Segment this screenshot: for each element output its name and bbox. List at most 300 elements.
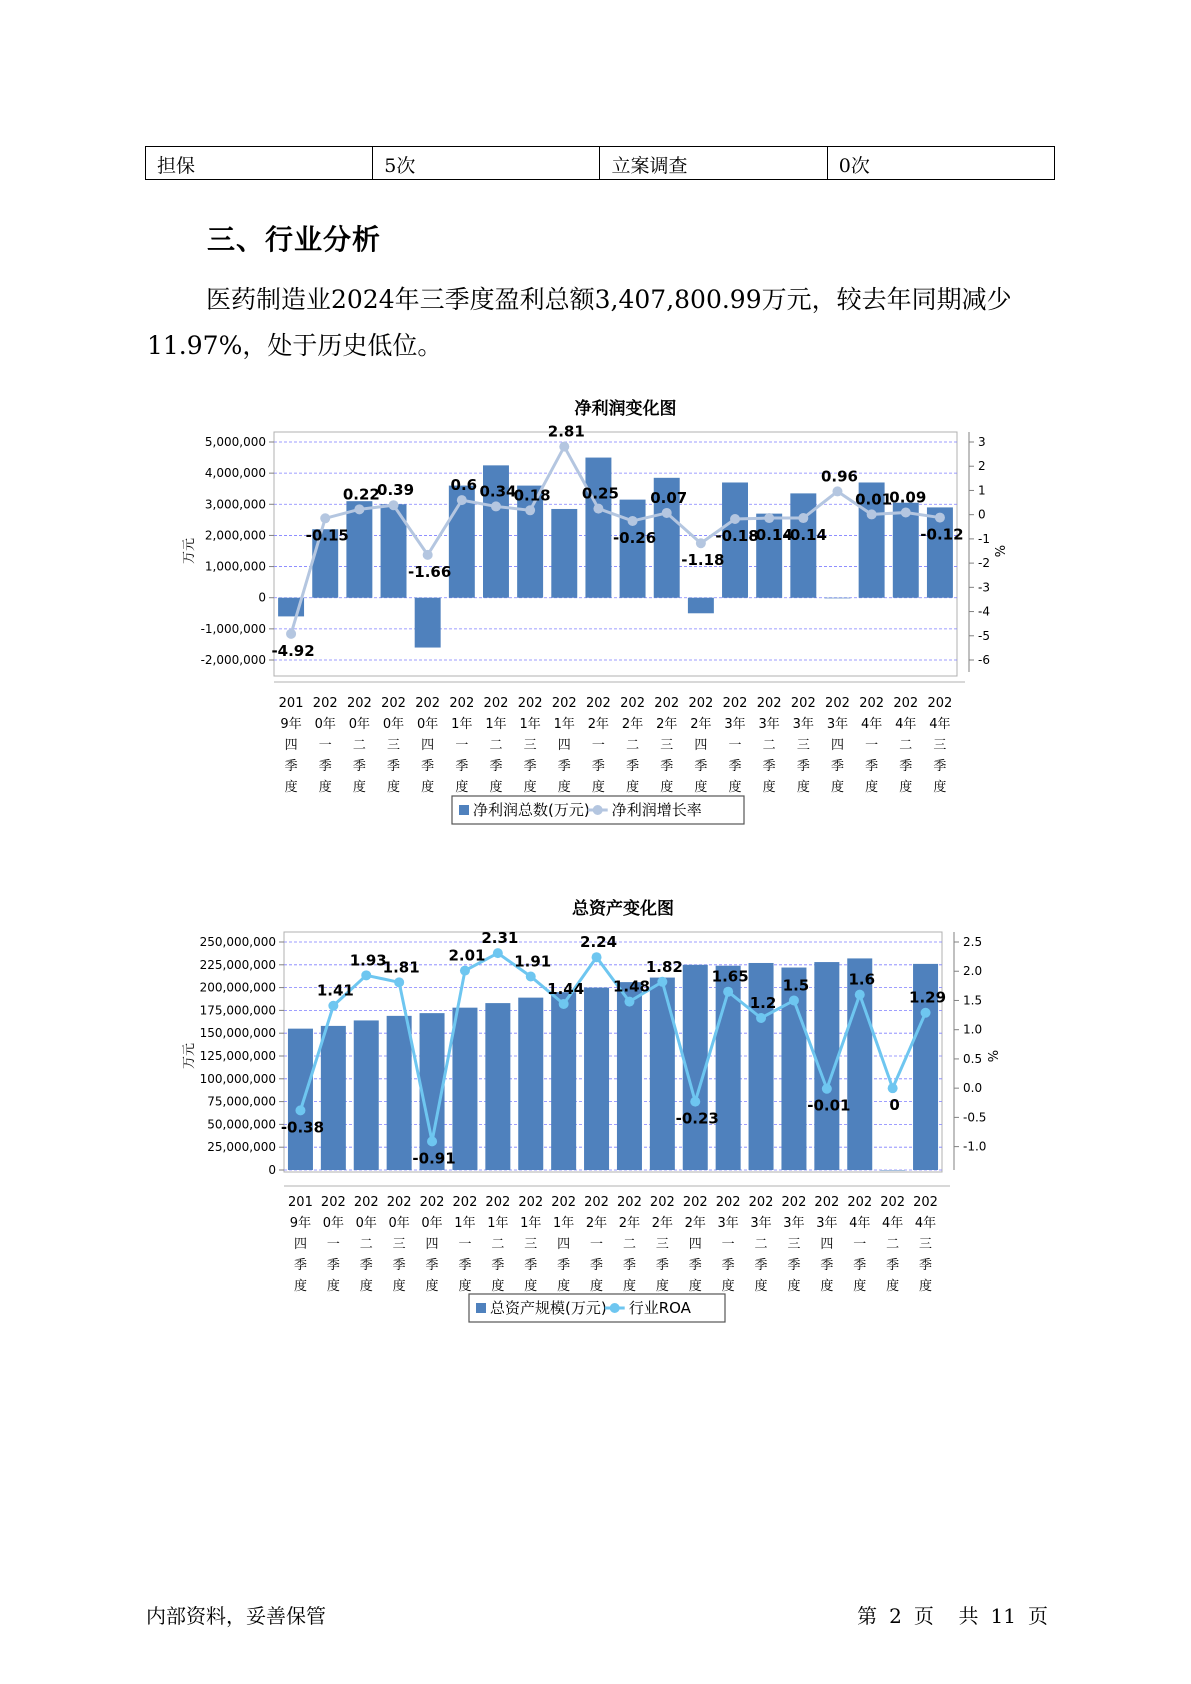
x-tick-label-part: 202 bbox=[586, 696, 611, 711]
data-label: -0.26 bbox=[612, 528, 657, 547]
x-tick-label-part: 四 bbox=[293, 1237, 307, 1252]
x-tick-label-part: 二 bbox=[622, 1237, 636, 1252]
x-tick-label-part: 季 bbox=[853, 1258, 867, 1273]
x-tick-label-part: 202 bbox=[654, 696, 680, 711]
x-tick-label bbox=[654, 696, 679, 795]
x-tick-label bbox=[586, 696, 611, 795]
y2-axis-label: % bbox=[987, 1049, 1002, 1063]
page-number: 2 bbox=[889, 1604, 902, 1628]
x-tick-label bbox=[381, 696, 406, 795]
data-label: 1.82 bbox=[645, 957, 683, 976]
y-tick-label: 0 bbox=[268, 1163, 276, 1177]
legend-swatch-bar bbox=[459, 805, 469, 815]
footer-note: 内部资料，妥善保管 bbox=[146, 1604, 326, 1628]
x-tick-label-part: 202 bbox=[551, 696, 577, 711]
x-tick-label-part: 202 bbox=[649, 1195, 675, 1210]
data-label: 1.41 bbox=[316, 981, 354, 1000]
x-tick-label-part: 度 bbox=[392, 1279, 406, 1294]
data-label: 0.22 bbox=[342, 485, 380, 504]
table-cell: 5次 bbox=[373, 147, 600, 180]
x-tick-label-part: 度 bbox=[557, 780, 571, 795]
y2-tick-label: -3 bbox=[978, 580, 990, 595]
x-tick-label bbox=[650, 1195, 675, 1294]
line-point bbox=[730, 514, 740, 524]
bar bbox=[880, 1170, 905, 1171]
x-tick-label-part: 202 bbox=[485, 1195, 511, 1210]
bar bbox=[790, 493, 816, 597]
line-point bbox=[867, 509, 877, 519]
x-tick-label-part: 202 bbox=[893, 696, 919, 711]
line-point bbox=[756, 1013, 766, 1023]
y2-tick-label: -1.0 bbox=[963, 1139, 987, 1154]
line-point bbox=[460, 966, 470, 976]
x-tick-label-part: 度 bbox=[326, 1279, 340, 1294]
x-tick-label-part: 度 bbox=[787, 1279, 801, 1294]
line-point bbox=[525, 505, 535, 515]
x-tick-label-part: 202 bbox=[517, 696, 543, 711]
x-tick-label-part: 度 bbox=[899, 780, 913, 795]
x-tick-label-part: 0年 bbox=[388, 1216, 410, 1231]
x-tick-label-part: 202 bbox=[415, 696, 441, 711]
x-tick-label-part: 度 bbox=[688, 1279, 702, 1294]
x-tick-label-part: 度 bbox=[557, 1279, 571, 1294]
x-tick-label-part: 度 bbox=[626, 780, 640, 795]
x-tick-label-part: 季 bbox=[318, 759, 332, 774]
x-tick-label-part: 度 bbox=[762, 780, 776, 795]
x-tick-label bbox=[782, 1195, 807, 1294]
x-tick-label-part: 度 bbox=[491, 1279, 505, 1294]
x-tick-label-part: 四 bbox=[425, 1237, 439, 1252]
line-point bbox=[628, 516, 638, 526]
y2-tick-label: 2.0 bbox=[963, 964, 983, 979]
x-tick-label-part: 2年 bbox=[690, 717, 712, 732]
x-tick-label-part: 四 bbox=[284, 738, 298, 753]
x-tick-label-part: 202 bbox=[756, 696, 782, 711]
x-tick-label bbox=[584, 1195, 609, 1294]
x-tick-label-part: 202 bbox=[419, 1195, 445, 1210]
x-tick-label bbox=[288, 1195, 313, 1294]
x-tick-label-part: 度 bbox=[524, 1279, 538, 1294]
x-tick-label-part: 1年 bbox=[454, 1216, 476, 1231]
table-cell: 立案调查 bbox=[600, 147, 827, 180]
x-tick-label-part: 2年 bbox=[651, 1216, 673, 1231]
total-assets-chart bbox=[0, 892, 1191, 1342]
page-indicator bbox=[851, 1600, 1054, 1629]
x-tick-label-part: 四 bbox=[688, 1237, 702, 1252]
data-label: 0.18 bbox=[513, 486, 551, 505]
data-label: 0.01 bbox=[855, 490, 893, 509]
y-tick-label: -2,000,000 bbox=[200, 653, 266, 667]
x-tick-label-part: 季 bbox=[491, 1258, 505, 1273]
x-tick-label-part: 二 bbox=[352, 738, 366, 753]
y-tick-label: 1,000,000 bbox=[204, 559, 266, 574]
data-label: -0.14 bbox=[749, 526, 793, 545]
x-tick-label-part: 季 bbox=[754, 1258, 768, 1273]
y2-tick-label: -1 bbox=[978, 531, 990, 546]
x-tick-label-part: 202 bbox=[927, 696, 953, 711]
x-tick-label-part: 2年 bbox=[618, 1216, 641, 1231]
x-tick-label-part: 季 bbox=[359, 1258, 373, 1273]
x-tick-label-part: 度 bbox=[853, 1279, 867, 1294]
legend-label-line: 行业ROA bbox=[628, 1299, 691, 1317]
x-tick-label-part: 季 bbox=[865, 759, 879, 774]
data-label: 0.09 bbox=[889, 488, 927, 507]
x-tick-label-part: 0年 bbox=[382, 717, 405, 732]
data-label: 1.81 bbox=[382, 958, 420, 977]
x-tick-label-part: 3年 bbox=[816, 1216, 838, 1231]
x-tick-label-part: 202 bbox=[320, 1195, 346, 1210]
x-tick-label-part: 3年 bbox=[750, 1216, 772, 1231]
line-point bbox=[690, 1097, 700, 1107]
x-tick-label-part: 4年 bbox=[895, 717, 917, 732]
x-tick-label-part: 季 bbox=[425, 1258, 439, 1273]
x-tick-label-part: 二 bbox=[626, 738, 640, 753]
x-tick-label-part: 三 bbox=[933, 738, 947, 753]
legend bbox=[469, 1294, 725, 1322]
x-tick-label-part: 4年 bbox=[860, 717, 883, 732]
x-tick-label-part: 2年 bbox=[684, 1216, 706, 1231]
page-prefix: 第 bbox=[857, 1604, 878, 1628]
x-tick-label bbox=[791, 696, 816, 795]
x-tick-label-part: 一 bbox=[853, 1237, 867, 1252]
y2-tick-label: 0.5 bbox=[963, 1051, 983, 1066]
x-tick-label-part: 度 bbox=[421, 780, 435, 795]
x-tick-label-part: 季 bbox=[557, 1258, 571, 1273]
x-tick-label-part: 9年 bbox=[289, 1216, 312, 1231]
x-tick-label-part: 度 bbox=[489, 780, 503, 795]
x-tick-label bbox=[453, 1195, 478, 1294]
x-tick-label-part: 度 bbox=[590, 1279, 604, 1294]
x-tick-label-part: 度 bbox=[919, 1279, 933, 1294]
x-tick-label-part: 4年 bbox=[929, 717, 951, 732]
x-tick-label-part: 季 bbox=[523, 759, 537, 774]
x-tick-label-part: 1年 bbox=[519, 717, 541, 732]
x-tick-label bbox=[518, 1195, 543, 1294]
x-tick-label-part: 二 bbox=[899, 738, 913, 753]
y2-tick-label: 3 bbox=[978, 435, 986, 449]
section-title: 三、行业分析 bbox=[207, 223, 382, 256]
data-label: -0.15 bbox=[305, 526, 349, 545]
x-tick-label bbox=[825, 696, 850, 795]
data-label: -1.66 bbox=[408, 562, 452, 581]
x-tick-label-part: 季 bbox=[284, 759, 298, 774]
data-label: 0.96 bbox=[820, 467, 858, 486]
x-tick-label-part: 度 bbox=[293, 1279, 307, 1294]
x-tick-label-part: 度 bbox=[865, 780, 879, 795]
x-tick-label-part: 季 bbox=[626, 759, 640, 774]
x-tick-label-part: 202 bbox=[748, 1195, 774, 1210]
table-cell: 担保 bbox=[146, 147, 373, 180]
x-tick-label bbox=[485, 1195, 510, 1294]
x-tick-label bbox=[415, 696, 440, 795]
data-label: 0 bbox=[889, 1096, 900, 1115]
y-tick-label: -1,000,000 bbox=[200, 621, 266, 636]
x-tick-label-part: 202 bbox=[682, 1195, 708, 1210]
data-label: 2.81 bbox=[547, 422, 585, 441]
x-tick-label bbox=[354, 1195, 379, 1294]
line-point bbox=[457, 495, 467, 505]
chart-title: 净利润变化图 bbox=[574, 399, 677, 419]
x-tick-label-part: 度 bbox=[318, 780, 332, 795]
y2-tick-label: 0.0 bbox=[963, 1081, 983, 1096]
x-tick-label bbox=[893, 696, 918, 795]
x-tick-label-part: 202 bbox=[814, 1195, 840, 1210]
data-label: -0.01 bbox=[807, 1096, 851, 1115]
line-point bbox=[354, 504, 364, 514]
line-point bbox=[855, 990, 865, 1000]
x-tick-label-part: 1年 bbox=[451, 717, 473, 732]
x-tick-label-part: 季 bbox=[796, 759, 810, 774]
x-tick-label-part: 度 bbox=[284, 780, 298, 795]
bar bbox=[551, 509, 577, 598]
x-tick-label-part: 季 bbox=[458, 1258, 472, 1273]
y2-tick-label: 1.0 bbox=[963, 1022, 983, 1037]
x-tick-label-part: 季 bbox=[591, 759, 605, 774]
x-tick-label-part: 201 bbox=[288, 1195, 313, 1210]
x-tick-label-part: 度 bbox=[721, 1279, 735, 1294]
x-tick-label bbox=[716, 1195, 741, 1294]
info-table bbox=[145, 146, 1055, 180]
data-label: -0.14 bbox=[783, 526, 827, 545]
line-point bbox=[832, 486, 842, 496]
x-tick-label-part: 三 bbox=[655, 1237, 669, 1252]
legend-label-bar: 总资产规模(万元) bbox=[490, 1299, 607, 1317]
x-tick-label-part: 季 bbox=[688, 1258, 702, 1273]
x-tick-label-part: 202 bbox=[913, 1195, 938, 1210]
x-tick-label-part: 202 bbox=[790, 696, 816, 711]
total-pages: 11 bbox=[990, 1604, 1016, 1628]
x-tick-label-part: 二 bbox=[489, 738, 503, 753]
line-point bbox=[798, 513, 808, 523]
data-label: 0.07 bbox=[650, 488, 688, 507]
x-tick-label bbox=[620, 696, 645, 795]
x-tick-label-part: 3年 bbox=[758, 717, 780, 732]
x-tick-label-part: 季 bbox=[387, 759, 401, 774]
y-tick-label: 75,000,000 bbox=[207, 1094, 276, 1109]
x-tick-label-part: 202 bbox=[715, 1195, 741, 1210]
data-label: 2.01 bbox=[448, 946, 486, 965]
y-tick-label: 200,000,000 bbox=[199, 980, 276, 995]
x-tick-label bbox=[420, 1195, 445, 1294]
y2-tick-label: 2 bbox=[978, 459, 986, 474]
x-tick-label-part: 三 bbox=[392, 1237, 406, 1252]
x-tick-label-part: 4年 bbox=[882, 1216, 904, 1231]
legend bbox=[452, 796, 744, 824]
x-tick-label-part: 二 bbox=[754, 1237, 768, 1252]
bar bbox=[617, 982, 642, 1170]
bar bbox=[415, 598, 441, 648]
x-tick-label-part: 2年 bbox=[656, 717, 678, 732]
y-tick-label: 150,000,000 bbox=[199, 1026, 276, 1041]
y2-tick-label: 1.5 bbox=[963, 993, 983, 1008]
total-prefix: 共 bbox=[958, 1604, 979, 1628]
x-tick-label bbox=[518, 696, 543, 795]
data-label: -4.92 bbox=[271, 641, 315, 660]
line-point bbox=[901, 507, 911, 517]
legend-label-line: 净利润增长率 bbox=[611, 801, 702, 819]
y2-axis-label: % bbox=[994, 544, 1009, 558]
y-tick-label: 2,000,000 bbox=[204, 528, 266, 543]
x-tick-label-part: 度 bbox=[387, 780, 401, 795]
x-tick-label-part: 1年 bbox=[553, 1216, 575, 1231]
bar bbox=[688, 598, 714, 614]
x-tick-label bbox=[847, 1195, 872, 1294]
x-tick-label-part: 3年 bbox=[792, 717, 814, 732]
x-tick-label-part: 1年 bbox=[553, 717, 575, 732]
x-tick-label-part: 度 bbox=[622, 1279, 636, 1294]
x-tick-label-part: 三 bbox=[524, 1237, 538, 1252]
x-tick-label-part: 三 bbox=[387, 738, 401, 753]
y2-tick-label: -0.5 bbox=[963, 1110, 987, 1125]
data-label: 1.65 bbox=[711, 967, 749, 986]
x-tick-label-part: 季 bbox=[293, 1258, 307, 1273]
x-tick-label-part: 一 bbox=[326, 1237, 340, 1252]
legend-swatch-bar bbox=[476, 1303, 486, 1313]
x-tick-label-part: 二 bbox=[762, 738, 776, 753]
x-tick-label-part: 1年 bbox=[487, 1216, 509, 1231]
x-tick-label-part: 二 bbox=[359, 1237, 373, 1252]
x-tick-label-part: 季 bbox=[886, 1258, 900, 1273]
line-point bbox=[592, 952, 602, 962]
y-tick-label: 25,000,000 bbox=[207, 1140, 276, 1155]
bar bbox=[346, 501, 372, 598]
line-point bbox=[662, 508, 672, 518]
y-tick-label: 5,000,000 bbox=[204, 435, 266, 449]
line-point bbox=[328, 1001, 338, 1011]
data-label: 1.2 bbox=[749, 994, 777, 1012]
x-tick-label-part: 度 bbox=[830, 780, 844, 795]
y-axis-label: 万元 bbox=[182, 537, 197, 565]
x-tick-label bbox=[551, 1195, 576, 1294]
line-point bbox=[389, 500, 399, 510]
bar bbox=[518, 998, 543, 1170]
x-tick-label-part: 度 bbox=[754, 1279, 768, 1294]
x-tick-label-part: 度 bbox=[886, 1279, 900, 1294]
y-tick-label: 250,000,000 bbox=[199, 935, 276, 949]
line-point bbox=[764, 513, 774, 523]
x-tick-label bbox=[859, 696, 884, 795]
x-tick-label-part: 一 bbox=[728, 738, 742, 753]
x-tick-label-part: 4年 bbox=[914, 1216, 937, 1231]
line-point bbox=[559, 442, 569, 452]
x-tick-label-part: 度 bbox=[458, 1279, 472, 1294]
x-tick-label-part: 9年 bbox=[280, 717, 302, 732]
x-tick-label-part: 季 bbox=[455, 759, 469, 774]
x-tick-label-part: 202 bbox=[386, 1195, 412, 1210]
x-tick-label-part: 202 bbox=[880, 1195, 906, 1210]
x-tick-label-part: 季 bbox=[660, 759, 674, 774]
x-tick-label-part: 202 bbox=[620, 696, 645, 711]
x-tick-label-part: 一 bbox=[318, 738, 332, 753]
data-label: -1.18 bbox=[681, 551, 725, 570]
line-point bbox=[295, 1105, 305, 1115]
data-label: -0.38 bbox=[280, 1118, 325, 1137]
data-label: 1.91 bbox=[514, 952, 552, 971]
x-tick-label-part: 4年 bbox=[849, 1216, 871, 1231]
x-tick-label-part: 2年 bbox=[585, 1216, 608, 1231]
x-tick-label-part: 202 bbox=[825, 696, 850, 711]
table-cell: 0次 bbox=[827, 147, 1054, 180]
x-tick-label-part: 季 bbox=[622, 1258, 636, 1273]
x-tick-label-part: 四 bbox=[557, 1237, 571, 1252]
x-tick-label-part: 0年 bbox=[417, 717, 439, 732]
x-tick-label-part: 季 bbox=[421, 759, 435, 774]
line-point bbox=[888, 1083, 898, 1093]
x-tick-label-part: 三 bbox=[787, 1237, 801, 1252]
x-tick-label bbox=[757, 696, 782, 795]
x-tick-label-part: 三 bbox=[919, 1237, 933, 1252]
bar bbox=[387, 1016, 412, 1170]
x-tick-label-part: 度 bbox=[660, 780, 674, 795]
x-tick-label-part: 3年 bbox=[717, 1216, 739, 1231]
x-tick-label-part: 季 bbox=[489, 759, 503, 774]
bar bbox=[321, 1026, 346, 1170]
x-tick-label-part: 四 bbox=[694, 738, 708, 753]
line-point bbox=[526, 971, 536, 981]
x-tick-label-part: 202 bbox=[452, 1195, 478, 1210]
line-point bbox=[935, 513, 945, 523]
x-tick-label bbox=[449, 696, 474, 795]
x-tick-label-part: 0年 bbox=[314, 717, 336, 732]
data-label: 1.93 bbox=[349, 951, 387, 970]
legend-swatch-dot bbox=[593, 805, 603, 815]
y-tick-label: 4,000,000 bbox=[204, 466, 266, 481]
x-tick-label-part: 二 bbox=[491, 1237, 505, 1252]
x-tick-label-part: 季 bbox=[326, 1258, 340, 1273]
legend-swatch-dot bbox=[610, 1303, 620, 1313]
x-tick-label-part: 度 bbox=[455, 780, 469, 795]
bar bbox=[650, 978, 675, 1170]
data-label: -0.12 bbox=[920, 525, 964, 544]
x-tick-label-part: 季 bbox=[899, 759, 913, 774]
x-tick-label-part: 度 bbox=[425, 1279, 439, 1294]
net-profit-chart bbox=[0, 392, 1191, 842]
x-tick-label-part: 202 bbox=[688, 696, 714, 711]
x-tick-label-part: 度 bbox=[655, 1279, 669, 1294]
x-tick-label-part: 201 bbox=[278, 696, 304, 711]
x-tick-label bbox=[913, 1195, 938, 1294]
x-tick-label bbox=[484, 696, 509, 795]
x-tick-label bbox=[814, 1195, 839, 1294]
x-tick-label-part: 202 bbox=[859, 696, 885, 711]
data-label: 1.48 bbox=[612, 977, 650, 996]
data-label: -0.91 bbox=[412, 1149, 456, 1168]
table-row bbox=[146, 147, 1055, 180]
y2-tick-label: -2 bbox=[978, 556, 990, 571]
data-label: 2.31 bbox=[481, 929, 519, 948]
chart-title: 总资产变化图 bbox=[572, 899, 674, 919]
x-tick-label-part: 季 bbox=[352, 759, 366, 774]
line-point bbox=[423, 550, 433, 560]
x-tick-label bbox=[880, 1195, 905, 1294]
y-tick-label: 0 bbox=[258, 590, 266, 605]
y2-tick-label: -6 bbox=[978, 653, 990, 667]
line-point bbox=[723, 987, 733, 997]
x-tick-label-part: 度 bbox=[820, 1279, 834, 1294]
x-tick-label-part: 季 bbox=[830, 759, 844, 774]
x-tick-label-part: 度 bbox=[352, 780, 366, 795]
x-tick-label-part: 3年 bbox=[783, 1216, 805, 1231]
x-tick-label-part: 一 bbox=[590, 1237, 604, 1252]
x-tick-label-part: 1年 bbox=[520, 1216, 542, 1231]
bar bbox=[551, 992, 576, 1170]
x-tick-label bbox=[279, 696, 304, 795]
x-tick-label-part: 季 bbox=[820, 1258, 834, 1273]
y2-tick-label: 1 bbox=[978, 483, 986, 498]
y2-tick-label: -5 bbox=[978, 628, 990, 643]
x-tick-label-part: 2年 bbox=[621, 717, 644, 732]
x-tick-label-part: 季 bbox=[728, 759, 742, 774]
